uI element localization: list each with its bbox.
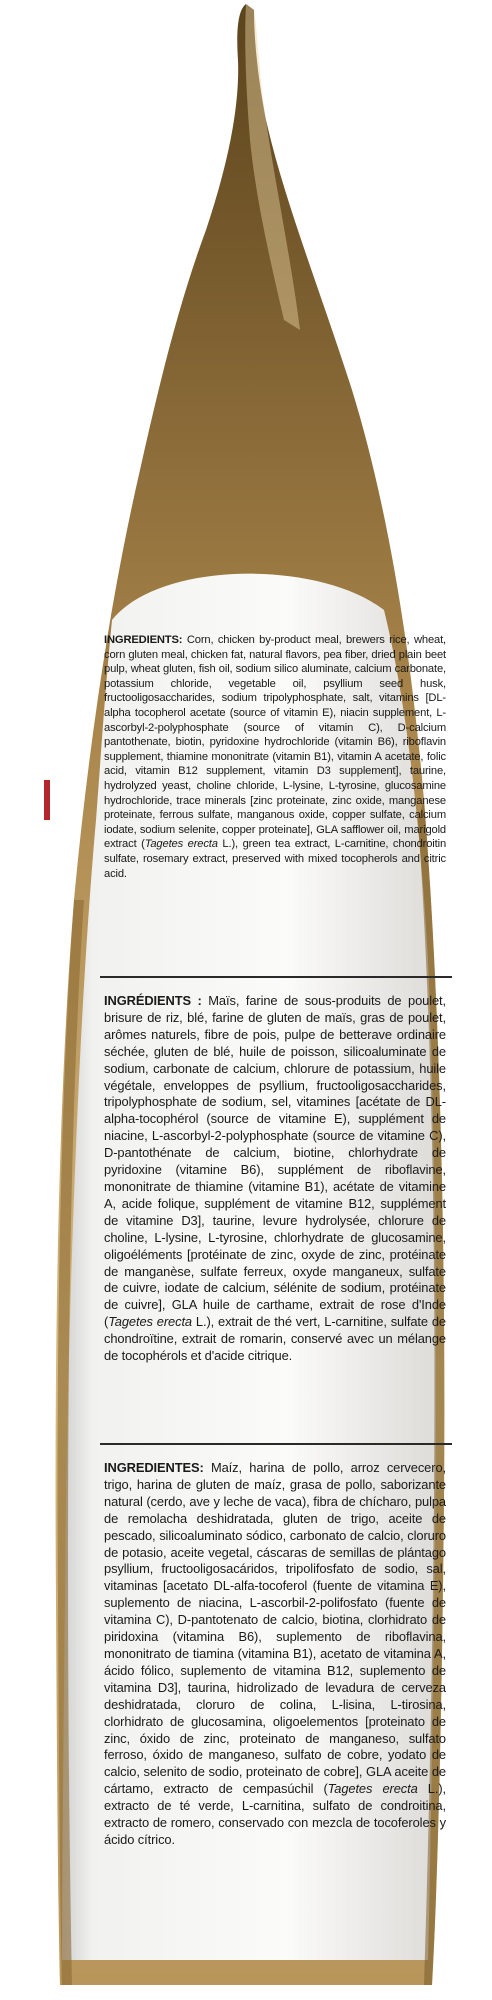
ingredients-label-es: INGREDIENTES: bbox=[104, 1460, 204, 1475]
ingredients-tail-fr: L.), extrait de thé vert, L-carnitine, sulfate de chondroïtine, extrait de romarin, conservé avec un mélange de tocophérols et d'acide citrique. bbox=[104, 1314, 447, 1364]
ingredients-panel-spanish bbox=[104, 1460, 446, 1849]
ingredients-english-paragraph bbox=[104, 633, 446, 881]
red-fold-mark bbox=[44, 780, 50, 820]
ingredients-text-en: Corn, chicken by-product meal, brewers rice, wheat, corn gluten meal, chicken fat, natural flavors, pea fiber, dried plain beet pulp, wheat gluten, fish oil, sodium silico aluminate, calcium carbonate, potassium chloride, vegetable oil, psyllium seed husk, fructooligosaccharides, sodium tripolyphosphate, salt, vitamins [DL-alpha tocopherol acetate (source of vitamin E), niacin supplement, L-ascorbyl-2-polyphosphate (source of vitamin C), D-calcium pantothenate, biotin, pyridoxine hydrochloride (vitamin B6), riboflavin supplement, thiamine mononitrate (vitamin B1), vitamin A acetate, folic acid, vitamin B12 supplement, vitamin D3 supplement], taurine, hydrolyzed yeast, choline chloride, L-lysine, L-tyrosine, glucosamine hydrochloride, trace minerals [zinc proteinate, zinc oxide, manganese proteinate, ferrous sulfate, manganous oxide, copper sulfate, calcium iodate, sodium selenite, copper proteinate], GLA safflower oil, marigold extract ( bbox=[104, 634, 447, 851]
section-divider-2 bbox=[100, 1443, 452, 1445]
ingredients-text-es: Maíz, harina de pollo, arroz cervecero, trigo, harina de gluten de maíz, grasa de pollo, saborizante natural (cerdo, ave y leche de vaca), fibra de chícharo, pulpa de remolacha deshidratada, gluten de trigo, aceite de pescado, silicoaluminato sódico, carbonato de calcio, cloruro de potasio, aceite vegetal, cáscaras de semillas de plántago psyllium, fructooligosacáridos, tripolifosfato de sodio, sal, vitaminas [acetato DL-alfa-tocoferol (fuente de vitamina E), suplemento de niacina, L-ascorbil-2-polifosfato (fuente de vitamina C), D-pantotenato de calcio, biotina, clorhidrato de piridoxina (vitamina B6), suplemento de riboflavina, mononitrato de tiamina (vitamina B1), acetato de vitamina A, ácido fólico, suplemento de vitamina B12, suplemento de vitamina D3], taurina, hidrolizado de levadura de cerveza deshidratada, cloruro de colina, L-lisina, L-tirosina, clorhidrato de glucosamina, oligoelementos [proteinato de zinc, óxido de zinc, proteinato de manganeso, sulfato ferroso, óxido de manganeso, sulfato de cobre, yodato de calcio, selenito de sodio, proteinato de cobre], GLA aceite de cártamo, extracto de cempasúchil ( bbox=[104, 1460, 446, 1797]
ingredients-italic-en: Tagetes erecta bbox=[144, 838, 218, 851]
ingredients-label-fr: INGRÉDIENTS : bbox=[104, 993, 202, 1008]
ingredients-panel-english bbox=[104, 633, 446, 881]
ingredients-italic-fr: Tagetes erecta bbox=[108, 1314, 193, 1330]
ingredients-panel-french bbox=[104, 993, 446, 1365]
ingredients-tail-en: L.), green tea extract, L-carnitine, chondroitin sulfate, rosemary extract, preserved with mixed tocopherols and citric acid. bbox=[104, 838, 447, 880]
ingredients-tail-es: L.), extracto de té verde, L-carnitina, sulfato de condroitina, extracto de romero, conservado con mezcla de tocoferoles y ácido cítrico. bbox=[104, 1781, 446, 1847]
ingredients-spanish-paragraph bbox=[104, 1460, 446, 1849]
ingredients-text-fr: Maïs, farine de sous-produits de poulet, brisure de riz, blé, farine de gluten de maïs, gras de poulet, arômes naturels, fibre de pois, pulpe de betterave ordinaire séchée, gluten de blé, huile de poisson, silicoaluminate de sodium, carbonate de calcium, chlorure de potassium, huile végétale, enveloppes de psyllium, fructooligosaccharides, tripolyphosphate de sodium, sel, vitamines [acétate de DL-alpha-tocophérol (source de vitamine E), supplément de niacine, L-ascorbyl-2-polyphosphate (source de vitamine C), D-pantothénate de calcium, biotine, chlorhydrate de pyridoxine (vitamine B6), supplément de riboflavine, mononitrate de thiamine (vitamine B1), acétate de vitamine A, acide folique, supplément de vitamine B12, supplément de vitamine D3], taurine, levure hydrolysée, chlorure de choline, L-lysine, L-tyrosine, chlorhydrate de glucosamine, oligoéléments [protéinate de zinc, oxyde de zinc, protéinate de manganèse, sulfate ferreux, oxyde manganeux, sulfate de cuivre, iodate de calcium, sélénite de sodium, protéinate de cuivre], GLA huile de carthame, extrait de rose d'Inde ( bbox=[104, 993, 447, 1330]
ingredients-italic-es: Tagetes erecta bbox=[327, 1781, 418, 1797]
ingredients-french-paragraph bbox=[104, 993, 446, 1365]
ingredients-label-en: INGREDIENTS: bbox=[104, 634, 183, 646]
section-divider-1 bbox=[100, 976, 452, 978]
